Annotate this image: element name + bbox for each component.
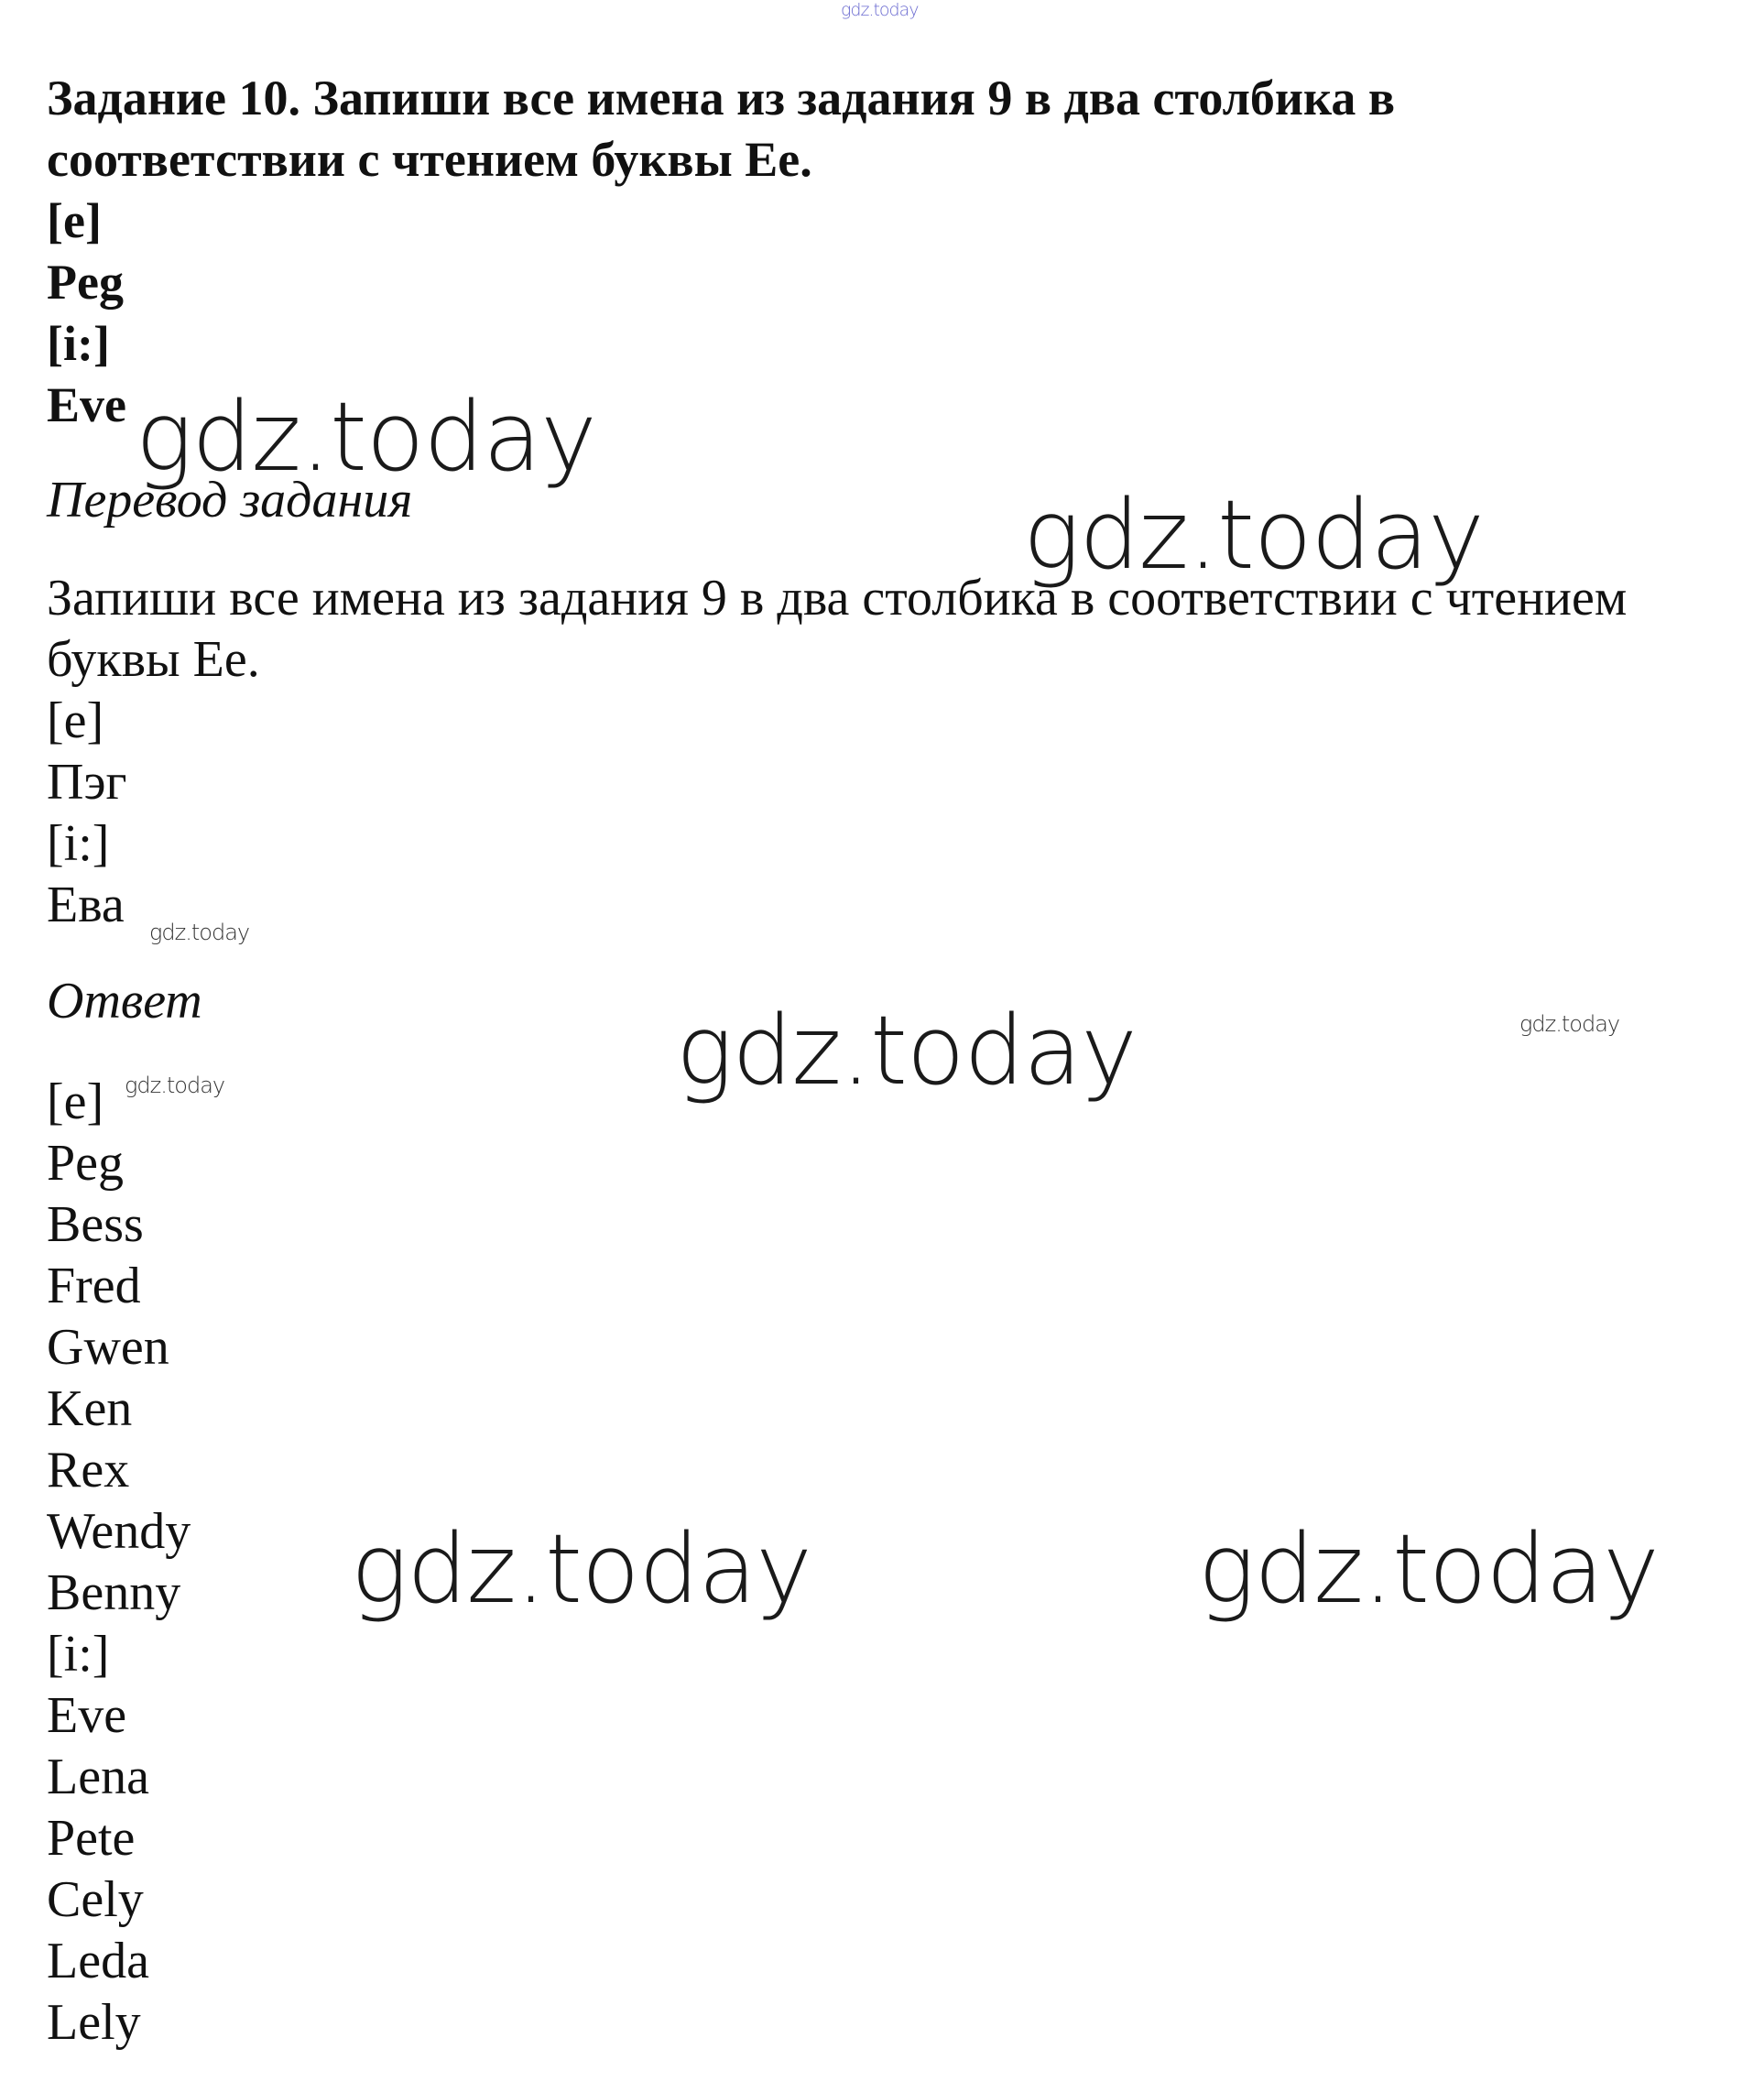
- answer-name: Lely: [47, 1994, 141, 2051]
- watermark-top: gdz.today: [841, 0, 919, 20]
- watermark: gdz.today: [149, 920, 250, 945]
- answer-sound-e: [e]: [47, 1073, 104, 1130]
- answer-heading: Ответ: [47, 973, 202, 1030]
- answer-name: Pete: [47, 1810, 136, 1867]
- task-example-i: Eve: [47, 377, 126, 432]
- answer-name: Bess: [47, 1196, 144, 1253]
- task-title-line2: соответствии с чтением буквы Ee.: [47, 132, 812, 187]
- task-sound-i: [i:]: [47, 316, 110, 371]
- task-title-line1: Задание 10. Запиши все имена из задания 9 в два столбика в: [47, 71, 1395, 125]
- watermark: gdz.today: [1198, 1513, 1659, 1625]
- answer-name: Fred: [47, 1258, 141, 1314]
- translation-example-e: Пэг: [47, 754, 127, 811]
- watermark: gdz.today: [1519, 1011, 1620, 1037]
- translation-text-line2: буквы Ee.: [47, 631, 260, 688]
- answer-name: Leda: [47, 1933, 149, 1989]
- watermark: gdz.today: [125, 1073, 225, 1098]
- watermark: gdz.today: [136, 381, 596, 493]
- translation-sound-e: [e]: [47, 692, 104, 749]
- answer-name: Wendy: [47, 1503, 191, 1560]
- translation-sound-i: [i:]: [47, 815, 110, 872]
- answer-name: Rex: [47, 1442, 130, 1498]
- watermark: gdz.today: [351, 1513, 811, 1625]
- answer-name: Peg: [47, 1135, 124, 1192]
- answer-sound-i: [i:]: [47, 1626, 110, 1683]
- answer-name: Ken: [47, 1380, 133, 1437]
- watermark: gdz.today: [676, 995, 1137, 1106]
- translation-text-line1: Запиши все имена из задания 9 в два столбика в соответствии с чтением: [47, 570, 1628, 627]
- task-example-e: Peg: [47, 255, 124, 310]
- answer-name: Eve: [47, 1687, 127, 1744]
- translation-example-i: Ева: [47, 877, 125, 933]
- answer-name: Cely: [47, 1871, 144, 1928]
- answer-name: Lena: [47, 1749, 149, 1805]
- watermark: gdz.today: [1023, 479, 1484, 591]
- translation-heading: Перевод задания: [47, 472, 413, 528]
- answer-name: Gwen: [47, 1319, 169, 1376]
- answer-name: Benny: [47, 1564, 181, 1621]
- task-sound-e: [e]: [47, 193, 102, 248]
